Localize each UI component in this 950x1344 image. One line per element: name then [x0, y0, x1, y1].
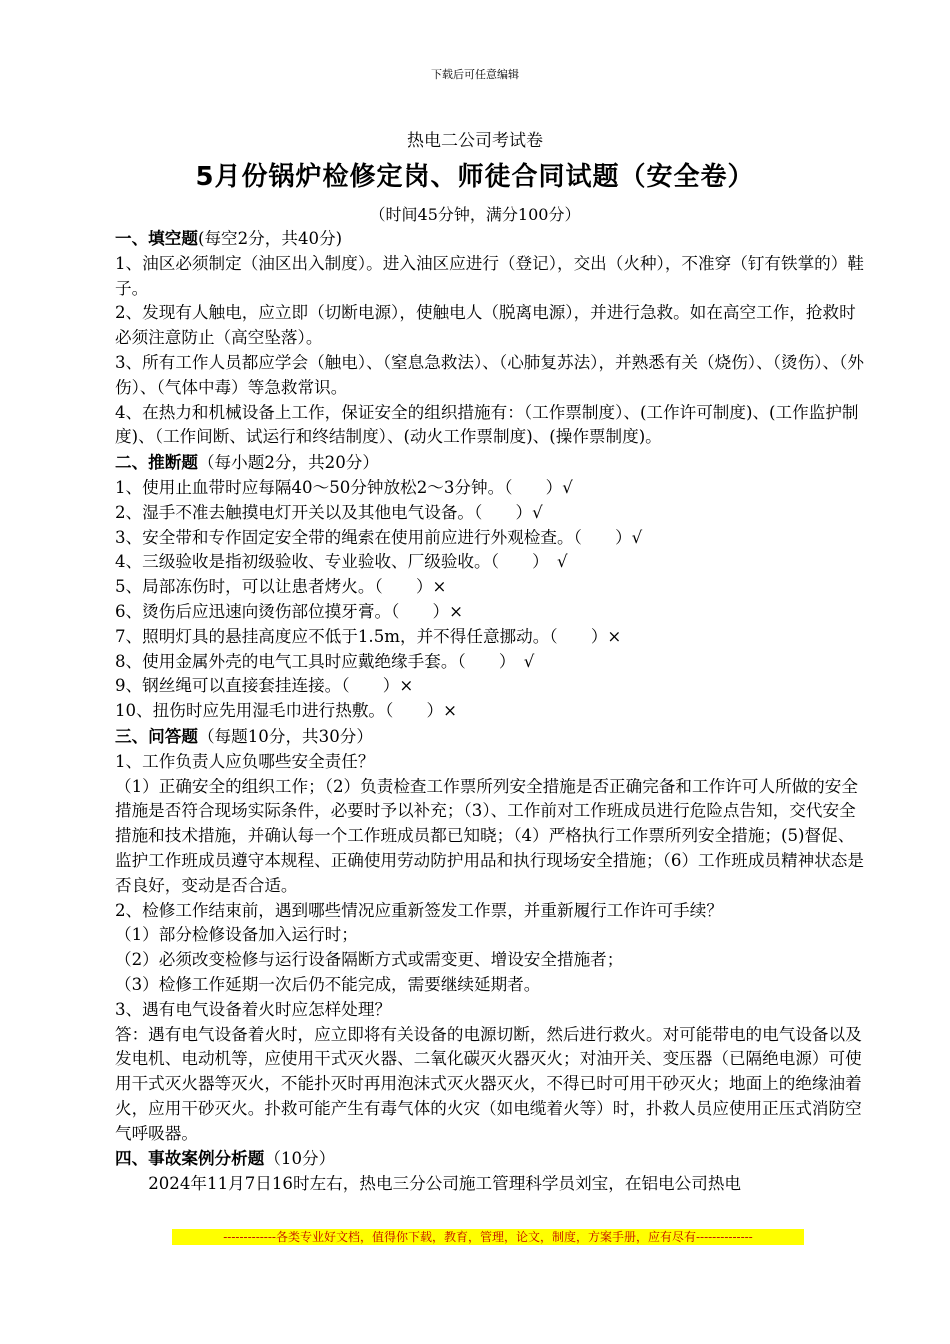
question-item: 7、照明灯具的悬挂高度应不低于1.5m，并不得任意挪动。（ ）× [115, 626, 622, 646]
exam-time-note: （时间45分钟，满分100分） [369, 205, 581, 224]
question-item: 4、三级验收是指初级验收、专业验收、厂级验收。（ ） √ [115, 552, 568, 572]
question-item: 2、湿手不准去触摸电灯开关以及其他电气设备。（ ）√ [115, 502, 543, 522]
section-heading-judgement [115, 450, 867, 476]
exam-content [115, 226, 867, 1197]
section-score-note: （每小题2分，共20分） [197, 453, 379, 473]
answer-text: （3）检修工作延期一次后仍不能完成，需要继续延期者。 [115, 974, 541, 994]
answer-text: 答：遇有电气设备着火时，应立即将有关设备的电源切断，然后进行救火。对可能带电的电气设备以及发电机、电动机等，应使用干式灭火器、二氧化碳灭火器灭火；对油开关、变压器（已隔绝电源）可使用干式灭火器等灭火，不能扑灭时再用泡沫式灭火器灭火，不得已时可用干砂灭火；地面上的绝缘油着火，应用干砂灭火。扑救可能产生有毒气体的火灾（如电缆着火等）时，扑救人员应使用正压式消防空气呼吸器。 [115, 1024, 862, 1143]
page-title: 5月份锅炉检修定岗、师徒合同试题（安全卷） [195, 162, 755, 192]
section-heading-fill-blank [115, 226, 867, 252]
question-text: 3、遇有电气设备着火时应怎样处理？ [115, 999, 392, 1019]
question-item: 3、安全带和专作固定安全带的绳索在使用前应进行外观检查。（ ）√ [115, 527, 643, 547]
company-name: 热电二公司考试卷 [407, 131, 543, 151]
question-item: 8、使用金属外壳的电气工具时应戴绝缘手套。（ ） √ [115, 651, 535, 671]
question-item: 5、局部冻伤时，可以让患者烤火。（ ）× [115, 577, 447, 597]
section-score-note: （10分） [264, 1149, 336, 1169]
section-score-note: (每空2分，共40分) [197, 229, 343, 248]
question-item: 9、钢丝绳可以直接套挂连接。（ ）× [115, 676, 414, 696]
answer-text: （1）部分检修设备加入运行时； [115, 925, 358, 945]
question-item: 4、在热力和机械设备上工作，保证安全的组织措施有：（工作票制度）、(工作许可制度)、(工作监护制度)、（工作间断、试运行和终结制度）、(动火工作票制度)、(操作票制度)。 [115, 402, 859, 447]
question-item: 6、烫伤后应迅速向烫伤部位摸牙膏。（ ）× [115, 601, 464, 621]
question-item: 10、扭伤时应先用湿毛巾进行热敷。（ ）× [115, 701, 457, 721]
section-title: 二、推断题 [115, 452, 198, 473]
section-title: 四、事故案例分析题 [115, 1148, 265, 1169]
section-title: 一、填空题 [115, 228, 198, 248]
question-item: 2、发现有人触电，应立即（切断电源），使触电人（脱离电源），并进行急救。如在高空工作，抢救时必须注意防止（高空坠落）。 [115, 303, 856, 348]
section-heading-qa [115, 724, 867, 750]
section-score-note: （每题10分，共30分） [197, 726, 373, 746]
answer-text: （2）必须改变检修与运行设备隔断方式或需变更、增设安全措施者； [115, 950, 624, 970]
question-item: 1、油区必须制定（油区出入制度）。进入油区应进行（登记），交出（火种），不准穿（钉有铁掌的）鞋子。 [115, 253, 864, 298]
question-text: 1、工作负责人应负哪些安全责任？ [115, 751, 375, 771]
question-item: 3、所有工作人员都应学会（触电）、（窒息急救法）、（心肺复苏法），并熟悉有关（烧伤）、（烫伤）、（外伤）、（气体中毒）等急救常识。 [115, 352, 864, 397]
footer-banner: -------------各类专业好文档，值得你下载，教育，管理，论文，制度，方案手册，应有尽有-------------- [172, 1229, 804, 1245]
section-title: 三、问答题 [115, 725, 198, 746]
section-heading-case [115, 1146, 867, 1172]
case-text: 2024年11月7日16时左右，热电三分公司施工管理科学员刘宝，在铝电公司热电 [148, 1174, 742, 1194]
header-note: 下载后可任意编辑 [431, 68, 519, 81]
answer-text: （1）正确安全的组织工作；（2）负责检查工作票所列安全措施是否正确完备和工作许可人所做的安全措施是否符合现场实际条件，必要时予以补充；（3）、工作前对工作班成员进行危险点告知，交代安全措施和技术措施，并确认每一个工作班成员都已知晓；（4）严格执行工作票所列安全措施；(5)督促、监护工作班成员遵守本规程、正确使用劳动防护用品和执行现场安全措施；（6）工作班成员精神状态是否良好，变动是否合适。 [115, 776, 864, 895]
question-text: 2、检修工作结束前，遇到哪些情况应重新签发工作票，并重新履行工作许可手续？ [115, 900, 723, 920]
question-item: 1、使用止血带时应每隔40～50分钟放松2～3分钟。（ ）√ [115, 477, 573, 497]
